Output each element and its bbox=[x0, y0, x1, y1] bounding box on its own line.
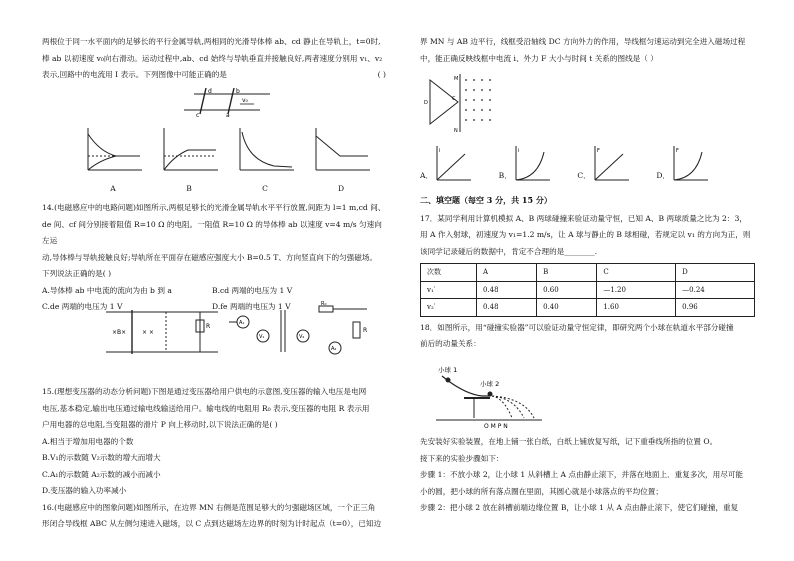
svg-text:R: R bbox=[363, 327, 368, 334]
q14-option-d[interactable]: D.fe 两端的电压为 1 V bbox=[212, 302, 291, 311]
table-header-cell: D bbox=[676, 264, 755, 282]
q15-option-d[interactable]: D.变压器的输入功率减小 bbox=[42, 486, 127, 495]
q16-option-b-label: B． bbox=[498, 170, 512, 180]
q14-option-c[interactable]: C.de 两端的电压为 1 V bbox=[42, 302, 123, 311]
q18-step-2-line-1: 步骤 2：把小球 2 放在斜槽前端边缘位置 B，让小球 1 从 A 点由静止滚下，使它们碰撞，重复 bbox=[420, 503, 739, 512]
svg-text:i: i bbox=[517, 148, 520, 154]
q18-after-line-1: 先安装好实验装置，在地上铺一张白纸，白纸上铺放复写纸，记下重垂线所指的位置 O。 bbox=[420, 437, 718, 446]
table-row bbox=[421, 281, 755, 299]
q15-line-2: 电压,基本稳定,输出电压通过输电线输送给用户。输电线的电阻用 R₀ 表示,变压器的电阻 R 表示用 bbox=[42, 403, 370, 413]
q13-option-b-label: B bbox=[186, 183, 192, 193]
q16-line-4: 中，能正确反映线框中电流 i、外力 F 大小与时间 t 关系的图线是（ ） bbox=[420, 53, 658, 63]
table-cell: 0.60 bbox=[537, 281, 597, 299]
q16-graph-b bbox=[512, 144, 552, 184]
svg-text:d: d bbox=[208, 88, 212, 95]
q18-line-1: 18．如图所示，用“碰撞实验器”可以验证动量守恒定律，即研究两个小球在轨道水平部分碰撞 bbox=[420, 322, 734, 332]
q16-option-c-label: C． bbox=[577, 170, 591, 180]
svg-text:a: a bbox=[226, 112, 230, 119]
q18-step-1-line-1: 步骤 1：不放小球 2，让小球 1 从斜槽上 A 点由静止滚下，并落在地面上．重复多次，用尽可能 bbox=[420, 470, 744, 479]
table-cell: 0.40 bbox=[537, 299, 597, 317]
q16-graph-c bbox=[591, 144, 631, 184]
svg-text:V₁: V₁ bbox=[259, 334, 265, 340]
svg-text:c: c bbox=[196, 112, 200, 119]
table-cell: 0.48 bbox=[476, 281, 536, 299]
ball-2-label: 小球 2 bbox=[480, 380, 500, 388]
q14-line-1: 14.(电磁感应中的电路问题)如图所示,两根足够长的光滑金属导轨水平平行放置,间距为 l=1 m,cd 间、 bbox=[42, 203, 386, 212]
q16-triangle-field-figure bbox=[424, 72, 498, 134]
q13-graph-d bbox=[310, 126, 372, 174]
q16-line-2: 形闭合导线框 ABC 从左侧匀速进入磁场，以 C 点到达磁场左边界的时刻为计时起点（t=0），已知边 bbox=[42, 519, 382, 528]
q16-line-3: 界 MN 与 AB 边平行，线框受沿轴线 DC 方向外力的作用，导线框匀速运动到完全进入磁场过程 bbox=[420, 37, 746, 46]
landing-points-label: O M P N bbox=[484, 423, 508, 430]
q13-graph-options bbox=[82, 126, 372, 197]
table-cell: —1.20 bbox=[597, 281, 676, 299]
svg-text:M: M bbox=[454, 76, 459, 82]
q13-option-a[interactable] bbox=[82, 126, 144, 197]
svg-text:A₁: A₁ bbox=[239, 320, 245, 326]
q16-option-c[interactable] bbox=[577, 144, 630, 184]
q15-option-b[interactable]: B.V₁的示数随 V₂示数的增大而增大 bbox=[42, 453, 161, 462]
q15-option-a[interactable]: A.相当于增加用电器的个数 bbox=[42, 436, 134, 446]
q13-line-2: 棒 ab 以初速度 v₀向右滑动。运动过程中,ab、cd 始终与导轨垂直并接触良好,两者速度分别用 v₁、v₂ bbox=[42, 53, 383, 63]
table-cell: 1.60 bbox=[597, 299, 676, 317]
q16-graph-a bbox=[433, 144, 473, 184]
q16-option-b[interactable] bbox=[499, 144, 552, 184]
q16-graph-d bbox=[670, 144, 710, 184]
table-cell: v₁′ bbox=[421, 281, 477, 299]
svg-text:×B×: ×B× bbox=[112, 329, 127, 336]
q16-option-d-label: D． bbox=[656, 170, 670, 180]
svg-text:R: R bbox=[206, 323, 211, 330]
table-header-cell: A bbox=[476, 264, 536, 282]
svg-text:b: b bbox=[236, 88, 240, 95]
svg-text:A₂: A₂ bbox=[331, 346, 337, 352]
svg-text:i: i bbox=[439, 148, 441, 154]
q16-option-a-label: A． bbox=[420, 170, 434, 180]
q13-graph-a bbox=[82, 126, 144, 174]
svg-text:R₀: R₀ bbox=[321, 301, 327, 307]
q18-line-2: 前后的动量关系： bbox=[420, 339, 481, 348]
q18-step-1-line-2: 小的圆，把小球的所有落点圈在里面，其圆心就是小球落点的平均位置； bbox=[420, 486, 663, 496]
svg-text:F: F bbox=[676, 148, 679, 154]
q16-option-d[interactable] bbox=[656, 144, 710, 184]
q16-line-1: 16.(电磁感应中的图象问题)如图所示，在边界 MN 右侧是范围足够大的匀强磁场区域，一个正三角 bbox=[42, 502, 376, 512]
table-row bbox=[421, 264, 755, 282]
q17-data-table bbox=[420, 263, 755, 317]
svg-text:D: D bbox=[424, 100, 428, 106]
q15-line-1: 15.(理想变压器的动态分析问题)下图是通过变压器给用户供电的示意图,变压器的输入电压是电网 bbox=[42, 387, 367, 396]
q16-graph-options bbox=[420, 144, 710, 184]
q13-option-d-label: D bbox=[337, 183, 345, 193]
q15-option-c[interactable]: C.A₁的示数随 A₂示数的减小而减小 bbox=[42, 469, 161, 479]
q18-after-line-2: 接下来的实验步骤如下： bbox=[420, 453, 504, 463]
table-header-cell: C bbox=[597, 264, 676, 282]
q15-transformer-figure bbox=[227, 300, 377, 360]
table-cell: v₂′ bbox=[421, 299, 477, 317]
q13-rail-figure bbox=[182, 86, 272, 118]
table-cell: —0.24 bbox=[676, 281, 755, 299]
svg-text:V₂: V₂ bbox=[299, 334, 305, 340]
table-row bbox=[421, 299, 755, 317]
svg-text:N: N bbox=[454, 128, 458, 134]
q14-line-4: 下列说法正确的是( ) bbox=[42, 269, 112, 278]
q14-line-2: de 间、cf 间分别接着阻值 R=10 Ω 的电阻。一阻值 R=10 Ω 的导体棒 ab 以速度 v=4 m/s 匀速向左运 bbox=[42, 219, 382, 245]
q17-line-1: 17．某同学利用计算机模拟 A、B 两球碰撞来验证动量守恒，已知 A、B 两球质量之比为 2：3， bbox=[420, 213, 747, 223]
q18-collision-apparatus-figure bbox=[434, 364, 544, 430]
q13-graph-b bbox=[158, 126, 220, 174]
q17-line-3: 该同学记录碰后的数据中，肯定不合理的是________. bbox=[420, 246, 598, 256]
table-header-cell: B bbox=[537, 264, 597, 282]
q13-option-b[interactable] bbox=[158, 126, 220, 197]
ball-1-label: 小球 1 bbox=[438, 366, 458, 374]
section-2-title: 二、填空题（每空 3 分，共 15 分） bbox=[420, 195, 552, 205]
q16-option-a[interactable] bbox=[420, 144, 473, 184]
q13-line-3: 表示,回路中的电流用 I 表示。下列图像中可能正确的是 ( ) bbox=[42, 70, 386, 79]
q13-graph-c bbox=[234, 126, 296, 174]
q13-option-a-label: A bbox=[110, 183, 116, 193]
q17-line-2: 用 A 作入射球，初速度为 v₁=1.2 m/s，让 A 球与静止的 B 球相碰，若规定以 v₁ 的方向为正，则 bbox=[420, 230, 751, 239]
q13-option-c-label: C bbox=[262, 183, 268, 193]
table-header-cell: 次数 bbox=[421, 264, 477, 282]
q14-line-3: 动,导体棒与导轨接触良好;导轨所在平面存在磁感应强度大小 B=0.5 T、方向竖直向下的匀强磁场。 bbox=[42, 252, 378, 262]
svg-text:C: C bbox=[452, 96, 456, 102]
svg-text:× ×: × × bbox=[142, 329, 154, 336]
table-cell: 0.48 bbox=[476, 299, 536, 317]
q13-option-c[interactable] bbox=[234, 126, 296, 197]
q13-option-d[interactable] bbox=[310, 126, 372, 197]
q13-line-1: 两根位于同一水平面内的足够长的平行金属导轨,两相同的光滑导体棒 ab、cd 静止在导轨上，t=0时, bbox=[42, 37, 381, 46]
q14-option-a[interactable]: A.导体棒 ab 中电流的流向为由 b 到 a bbox=[42, 285, 172, 295]
svg-text:F: F bbox=[596, 148, 600, 154]
svg-text:v₀: v₀ bbox=[242, 97, 248, 104]
table-cell: 0.96 bbox=[676, 299, 755, 317]
q15-line-3: 户用电器的总电阻,当变阻器的滑片 P 向上移动时,以下说法正确的是( ) bbox=[42, 420, 278, 429]
q14-circuit-figure bbox=[102, 306, 222, 358]
q14-option-b[interactable]: B.cd 两端的电压为 1 V bbox=[212, 285, 293, 295]
